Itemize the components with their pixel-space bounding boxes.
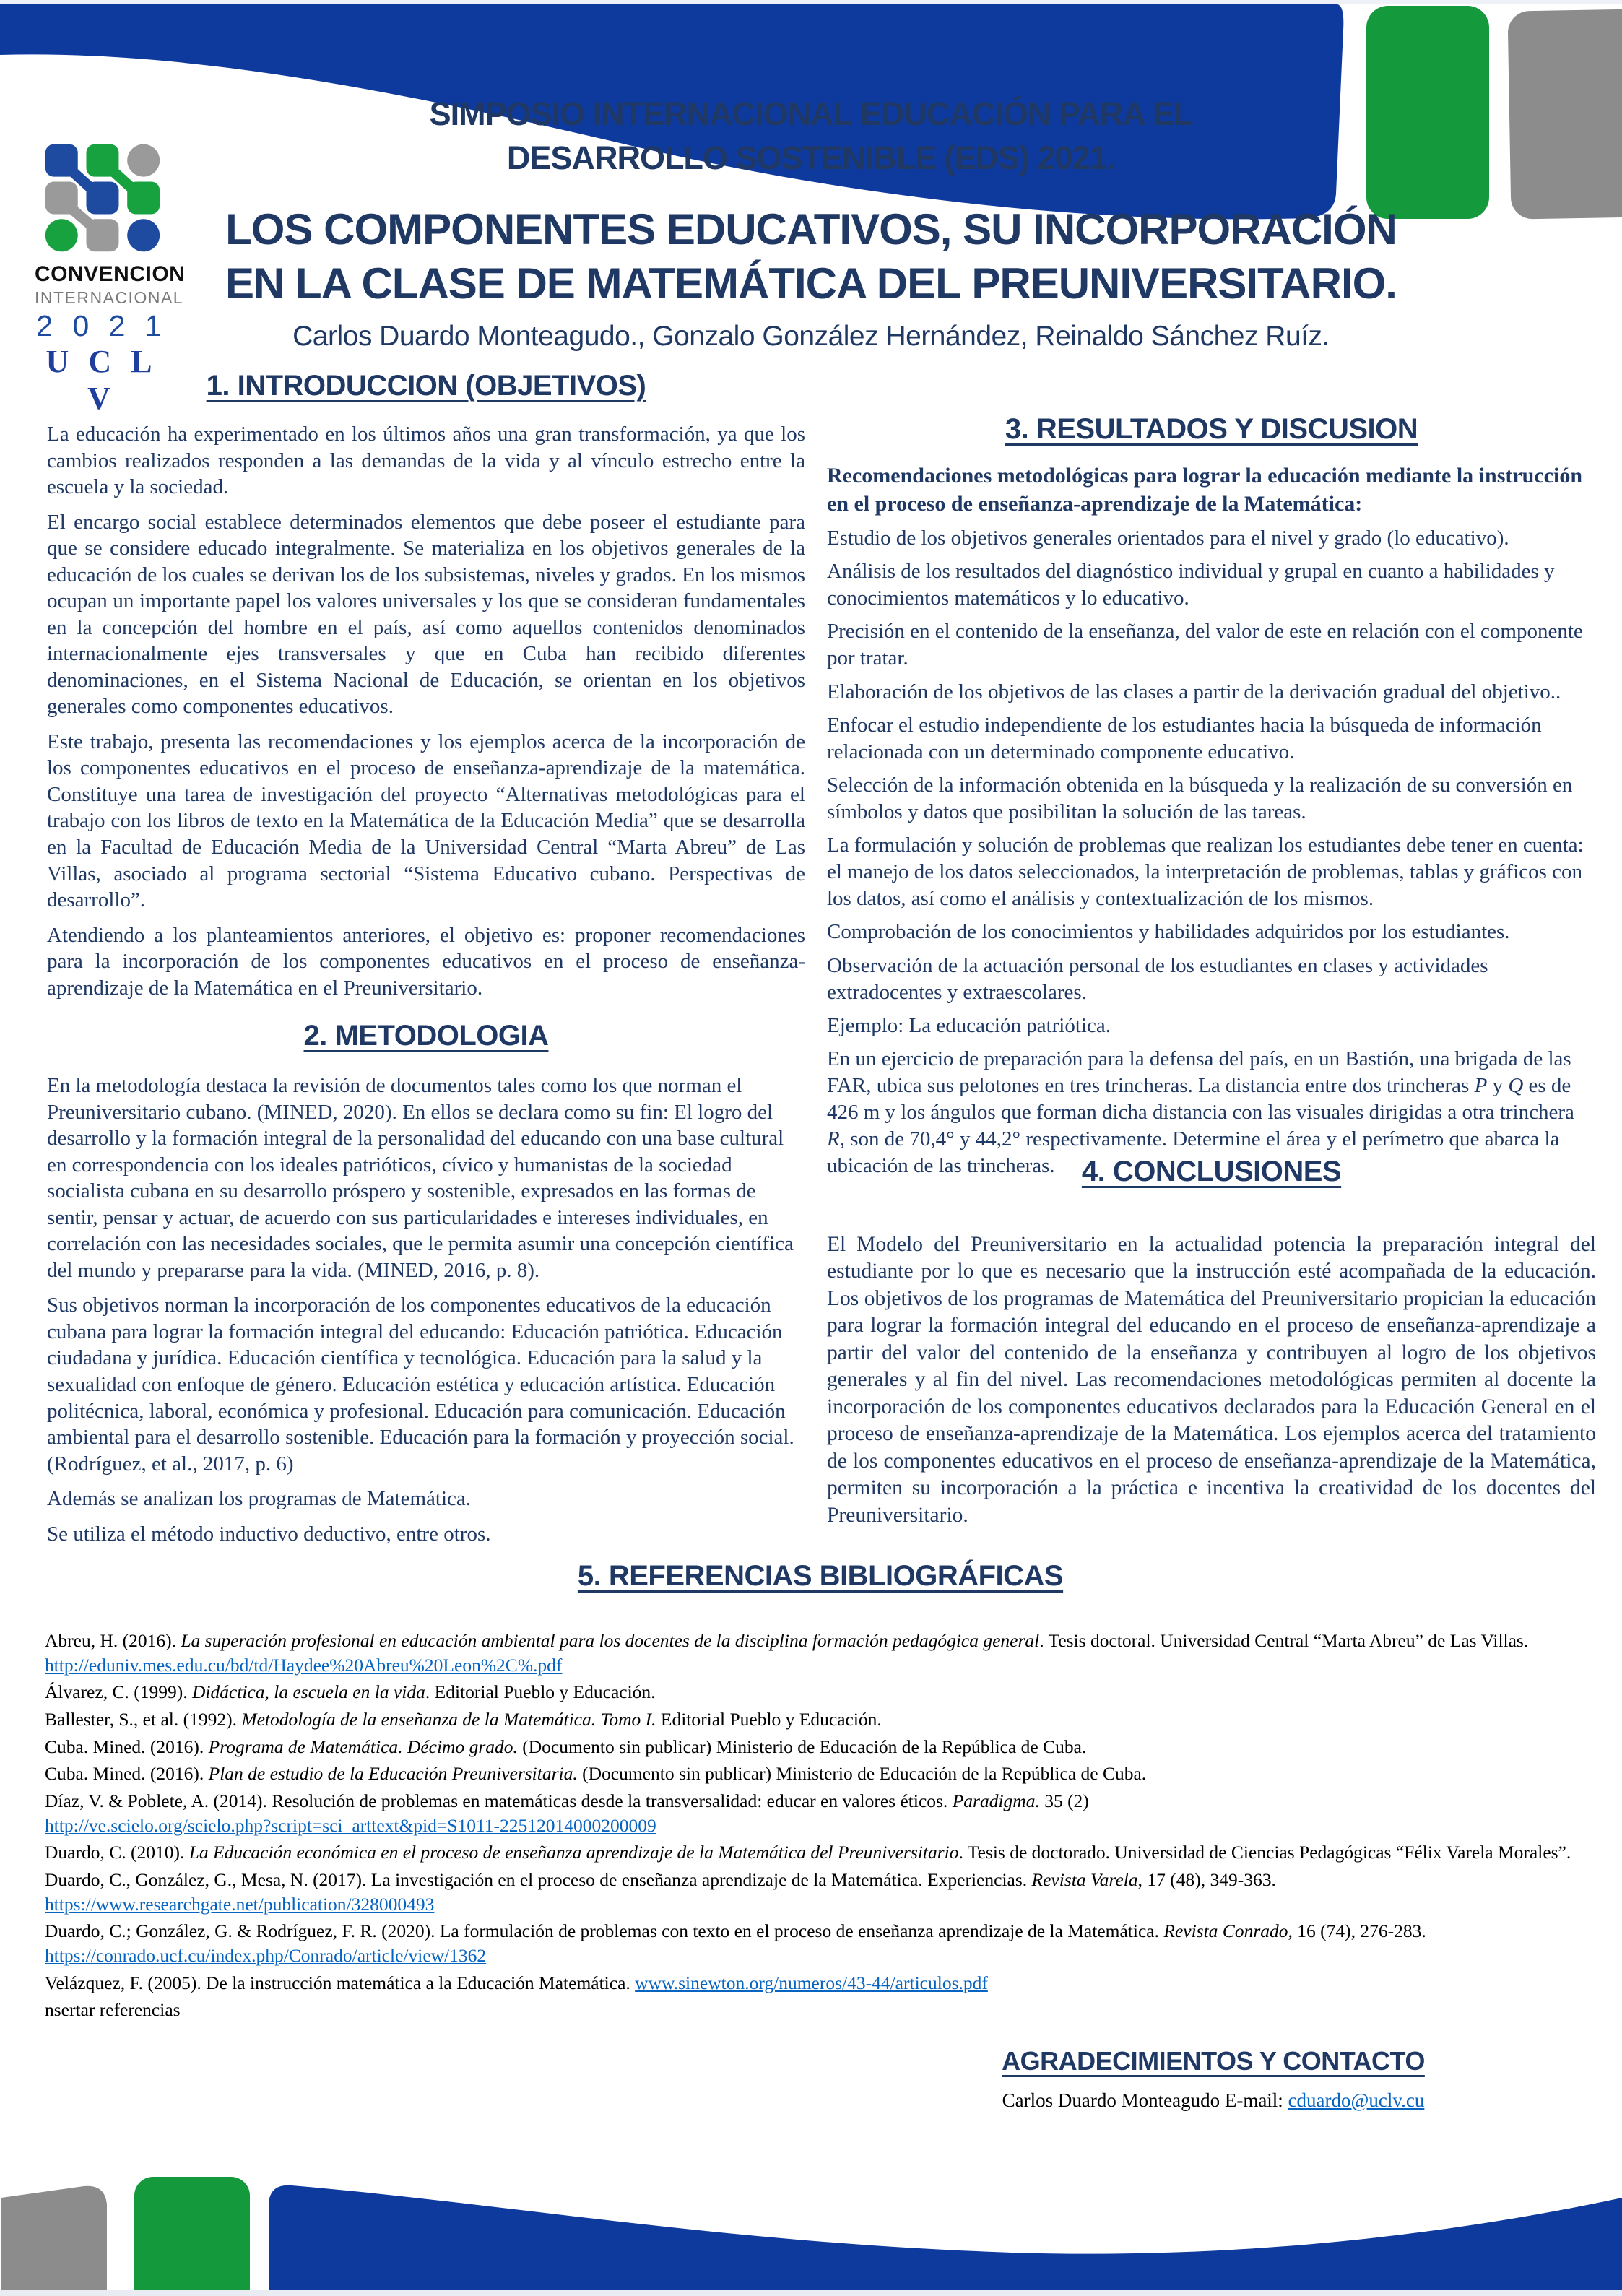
bottom-edge-strip: [0, 2290, 1622, 2296]
text-segment: (Documento sin publicar) Ministerio de Educación de la República de Cuba.: [517, 1736, 1087, 1757]
text-segment: Abreu, H. (2016).: [45, 1630, 181, 1651]
text-segment: Precisión en el contenido de la enseñanza, del valor de este en relación con el componente por tratar.: [827, 620, 1583, 670]
text-segment: Ejemplo: La educación patriótica.: [827, 1013, 1111, 1037]
section-heading-resultados: 3. RESULTADOS Y DISCUSION: [1005, 413, 1418, 445]
text-segment: Sus objetivos norman la incorporación de los componentes educativos de la educación cubana para lograr la formación integral del educando: Educación patriótica. Educación ciudadana y jurídica. Educación científica y tecnológica. Educación para la salud y la sexualidad con enfoque de género. Educación estética y educación artística. Educación politécnica, laboral, económica y profesional. Educación para comunicación. Educación ambiental para el desarrollo sostenible. Educación para la formación y proyección social. (Rodríguez, et al., 2017, p. 6): [47, 1294, 794, 1476]
authors-line: Carlos Duardo Monteagudo., Gonzalo González Hernández, Reinaldo Sánchez Ruíz.: [292, 320, 1330, 352]
reference-entry: [45, 1971, 1596, 1996]
text-segment: Observación de la actuación personal de los estudiantes en clases y actividades extradocentes y extraescolares.: [827, 953, 1488, 1004]
intro-paragraphs: [47, 421, 805, 1001]
contact-line: [830, 2089, 1596, 2112]
text-segment: Se utiliza el método inductivo deductivo, entre otros.: [47, 1522, 491, 1546]
text-segment: Velázquez, F. (2005). De la instrucción matemática a la Educación Matemática.: [45, 1972, 636, 1993]
metodologia-paragraph: [47, 1292, 805, 1477]
text-segment: En la metodología destaca la revisión de documentos tales como los que norman el Preuniversitario cubano. (MINED, 2020). En ellos se declara como su fin: El logro del desarrollo y la formación integral de la personalidad del educando con una base cultural en correspondencia con los ideales patrióticos, cívico y humanistas de la sociedad socialista cubana en su desarrollo próspero y sostenible, expresados en las formas de sentir, pensar y actuar, de acuerdo con sus particularidades e intereses individuales, en correlación con las necesidades sociales, que le permita asumir una concepción científica del mundo y prepararse para la vida. (MINED, 2016, p. 8).: [47, 1074, 794, 1282]
metodologia-paragraph: [47, 1486, 805, 1512]
text-segment: Álvarez, C. (1999).: [45, 1681, 192, 1703]
text-segment: Estudio de los objetivos generales orientados para el nivel y grado (lo educativo).: [827, 527, 1509, 550]
hyperlink[interactable]: http://ve.scielo.org/scielo.php?script=sci_arttext&pid=S1011-22512014000200009: [45, 1814, 656, 1836]
hyperlink[interactable]: www.sinewton.org/numeros/43-44/articulos.pdf: [635, 1972, 988, 1993]
text-segment: Atendiendo a los planteamientos anteriores, el objetivo es: proponer recomendaciones para la incorporación de los componentes educativos en el proceso de enseñanza-aprendizaje de la Matemática en el Preuniversitario.: [47, 923, 805, 1000]
text-segment: Cuba. Mined. (2016).: [45, 1736, 209, 1757]
text-segment: Ballester, S., et al. (1992).: [45, 1708, 242, 1730]
text-segment: Programa de Matemática. Décimo grado.: [208, 1736, 518, 1757]
text-segment: , 17 (48), 349-363.: [1137, 1868, 1276, 1890]
poster-title: LOS COMPONENTES EDUCATIVOS, SU INCORPORACIÓN EN LA CLASE DE MATEMÁTICA DEL PREUNIVERSITARIO.: [225, 204, 1397, 308]
section-heading-referencias: 5. REFERENCIAS BIBLIOGRÁFICAS: [577, 1560, 1064, 1592]
section-heading-metodologia: 2. METODOLOGIA: [303, 1020, 549, 1052]
resultados-items: [827, 525, 1596, 1179]
reference-entry: [45, 1762, 1596, 1786]
text-segment: Duardo, C.; González, G. & Rodríguez, F. R. (2020). La formulación de problemas con texto en el proceso de enseñanza aprendizaje de la Matemática.: [45, 1920, 1164, 1942]
resultados-item: [827, 712, 1596, 766]
reference-entry: [45, 1868, 1596, 1916]
section-heading-conclusiones: 4. CONCLUSIONES: [1081, 1156, 1342, 1187]
text-segment: La formulación y solución de problemas que realizan los estudiantes debe tener en cuenta: el manejo de los datos seleccionados, la interpretación de problemas, tablas y gráficos con los datos, así como el análisis y contextualización de los mismos.: [827, 833, 1584, 911]
reference-entry: [45, 1840, 1596, 1865]
text-segment: Díaz, V. & Poblete, A. (2014). Resolución de problemas en matemáticas desde la transversalidad: educar en valores éticos.: [45, 1790, 953, 1811]
intro-paragraph: [47, 922, 805, 1002]
agradecimientos-block: [830, 2046, 1596, 2112]
text-segment: Este trabajo, presenta las recomendaciones y los ejemplos acerca de la incorporación de los componentes educativos en el proceso de enseñanza-aprendizaje de la matemática. Constituye una tarea de investigación del proyecto “Alternativas metodológicas para el trabajo con los libros de texto en la Matemática de la Educación Media” que se desarrolla en la Facultad de Educación Media de la Universidad Central “Marta Abreu” de Las Villas, asociado al programa sectorial “Sistema Educativo cubano. Perspectivas de desarrollo”.: [47, 729, 805, 912]
resultados-item: [827, 525, 1596, 552]
intro-paragraph: [47, 729, 805, 914]
text-segment: P: [1474, 1073, 1488, 1097]
intro-paragraph: [47, 509, 805, 720]
text-segment: Didáctica, la escuela en la vida: [191, 1681, 425, 1703]
text-segment: Cuba. Mined. (2016).: [45, 1763, 209, 1785]
reference-entry: [45, 1707, 1596, 1732]
logo-text-uclv: U C L V: [45, 344, 158, 416]
reference-entry: [45, 1998, 1596, 2022]
logo-text-internacional: INTERNACIONAL: [35, 288, 184, 307]
text-segment: Selección de la información obtenida en la búsqueda y la realización de su conversión en símbolos y datos que posibilitan la solución de las tareas.: [827, 773, 1573, 823]
text-segment: Duardo, C., González, G., Mesa, N. (2017). La investigación en el proceso de enseñanza aprendizaje de la Matemática. Experiencias.: [45, 1868, 1032, 1890]
resultados-item: [827, 679, 1596, 706]
footer-blue-wave: [269, 2185, 1622, 2296]
hyperlink[interactable]: http://eduniv.mes.edu.cu/bd/td/Haydee%20Abreu%20Leon%2C%.pdf: [45, 1654, 563, 1676]
resultados-item: [827, 919, 1596, 945]
contact-prefix: Carlos Duardo Monteagudo E-mail:: [1002, 2089, 1288, 2111]
text-segment: Editorial Pueblo y Educación.: [656, 1708, 882, 1730]
resultados-item: [827, 1013, 1596, 1039]
text-segment: Además se analizan los programas de Matemática.: [47, 1487, 472, 1511]
logo-mosaic-icon: [38, 140, 165, 254]
text-segment: Análisis de los resultados del diagnóstico individual y grupal en cuanto a habilidades y conocimientos matemáticos y lo educativo.: [827, 560, 1555, 610]
metodologia-paragraph: [47, 1073, 805, 1283]
hyperlink[interactable]: https://conrado.ucf.cu/index.php/Conrado/article/view/1362: [45, 1944, 487, 1966]
text-segment: , son de 70,4° y 44,2° respectivamente. Determine el área y el perímetro que abarca la ubicación de las trincheras.: [827, 1127, 1560, 1178]
text-segment: La educación ha experimentado en los últimos años una gran transformación, ya que los cambios realizados responden a las demandas de la vida y al vínculo estrecho entre la escuela y la sociedad.: [47, 423, 805, 499]
text-segment: Metodología de la enseñanza de la Matemática. Tomo I.: [241, 1708, 656, 1730]
text-segment: es de 426 m y los ángulos que forman dicha distancia con las visuales dirigidas a otra trinchera: [827, 1073, 1574, 1125]
footer-gray-block: [1, 2186, 107, 2296]
text-segment: , 16 (74), 276-283.: [1288, 1920, 1426, 1942]
text-segment: La Educación económica en el proceso de enseñanza aprendizaje de la Matemática del Preuniversitario: [188, 1842, 959, 1863]
resultados-item: [827, 618, 1596, 672]
text-segment: Revista Conrado: [1163, 1920, 1288, 1942]
left-column: [47, 370, 805, 1556]
metodologia-paragraphs: [47, 1073, 805, 1547]
text-segment: Paradigma.: [952, 1790, 1040, 1811]
conclusiones-paragraph: El Modelo del Preuniversitario en la actualidad potencia la preparación integral del estudiante por lo que es necesario que la instrucción esté acompañada de la educación. Los objetivos de los programas de Matemática del Preuniversitario propician la educación para lograr la formación integral del educando en el proceso de enseñanza-aprendizaje a partir del valor del contenido de la enseñanza y contribuyen al logro de los objetivos generales y al fin del nivel. Las recomendaciones metodológicas permiten al docente la incorporación de los componentes educativos declarados para la Educación General en el proceso de enseñanza-aprendizaje de la Matemática. Los ejemplos acerca del tratamiento de los componentes educativos en el proceso de enseñanza-aprendizaje de la Matemática, permiten su incorporación a la práctica e incentiva la creatividad de los docentes del Preuniversitario.: [827, 1233, 1596, 1527]
section-heading-introduccion: 1. INTRODUCCION (OBJETIVOS): [206, 370, 646, 402]
text-segment: En un ejercicio de preparación para la defensa del país, en un Bastión, una brigada de las FAR, ubica sus pelotones en tres trincheras. La distancia entre dos trincheras: [827, 1047, 1571, 1097]
section-heading-agradecimientos: AGRADECIMIENTOS Y CONTACTO: [1002, 2046, 1425, 2076]
text-segment: Revista Varela: [1031, 1868, 1138, 1890]
resultados-item: [827, 832, 1596, 912]
resultados-lead: Recomendaciones metodológicas para lograr la educación mediante la instrucción en el proceso de enseñanza-aprendizaje de la Matemática:: [827, 464, 1583, 516]
text-segment: La superación profesional en educación ambiental para los docentes de la disciplina formación pedagógica general: [181, 1630, 1040, 1651]
reference-entry: [45, 1735, 1596, 1759]
contact-email-link[interactable]: cduardo@uclv.cu: [1288, 2089, 1425, 2111]
text-segment: . Tesis de doctorado. Universidad de Ciencias Pedagógicas “Félix Varela Morales”.: [958, 1842, 1571, 1863]
referencias-entries: [45, 1629, 1596, 2022]
text-segment: Duardo, C. (2010).: [45, 1842, 189, 1863]
resultados-item: [827, 772, 1596, 826]
reference-entry: [45, 1680, 1596, 1704]
text-segment: nsertar referencias: [45, 1999, 181, 2021]
logo-text-2021: 2 0 2 1: [36, 309, 168, 342]
metodologia-paragraph: [47, 1521, 805, 1548]
text-segment: Plan de estudio de la Educación Preuniversitaria.: [208, 1763, 578, 1785]
footer-green-block: [134, 2177, 250, 2296]
text-segment: Q: [1508, 1073, 1524, 1097]
text-segment: Comprobación de los conocimientos y habilidades adquiridos por los estudiantes.: [827, 920, 1510, 944]
hyperlink[interactable]: https://www.researchgate.net/publication/328000493: [45, 1893, 435, 1915]
right-column-resultados: [827, 413, 1596, 1186]
text-segment: Enfocar el estudio independiente de los estudiantes hacia la búsqueda de información relacionada con un determinado componente educativo.: [827, 713, 1542, 763]
resultados-item: [827, 953, 1596, 1006]
text-segment: . Tesis doctoral. Universidad Central “Marta Abreu” de Las Villas.: [1039, 1630, 1529, 1651]
title-block: [215, 92, 1407, 352]
resultados-item: [827, 558, 1596, 612]
conference-title: SIMPOSIO INTERNACIONAL EDUCACIÓN PARA EL DESARROLLO SOSTENIBLE (EDS) 2021.: [429, 95, 1193, 176]
conclusiones-block: [827, 1156, 1596, 1529]
referencias-block: [45, 1560, 1596, 2025]
text-segment: y: [1487, 1073, 1509, 1097]
text-segment: El encargo social establece determinados elementos que debe poseer el estudiante para que se considere educado integralmente. Se materializa en los objetivos generales de la educación de los cuales se derivan los de los subsistemas, niveles y grados. En los mismos ocupan un importante papel los valores universales y los que se consideran fundamentales en la concepción del hombre en el país, así como aquellos contenidos denominados internacionalmente ejes transversales y que en Cuba han recibido diferentes denominaciones, en el Sistema Nacional de Educación, se orientan en los objetivos generales como componentes educativos.: [47, 510, 805, 719]
reference-entry: [45, 1919, 1596, 1967]
reference-entry: [45, 1629, 1596, 1677]
text-segment: 35 (2): [1039, 1790, 1089, 1811]
logo-text-convencion: CONVENCION: [35, 262, 186, 286]
text-segment: R: [827, 1127, 840, 1151]
text-segment: (Documento sin publicar) Ministerio de Educación de la República de Cuba.: [577, 1763, 1147, 1785]
header-gray-block: [1508, 9, 1622, 219]
intro-paragraph: [47, 421, 805, 501]
text-segment: Elaboración de los objetivos de las clases a partir de la derivación gradual del objetivo..: [827, 680, 1561, 703]
text-segment: . Editorial Pueblo y Educación.: [425, 1681, 656, 1703]
reference-entry: [45, 1789, 1596, 1837]
